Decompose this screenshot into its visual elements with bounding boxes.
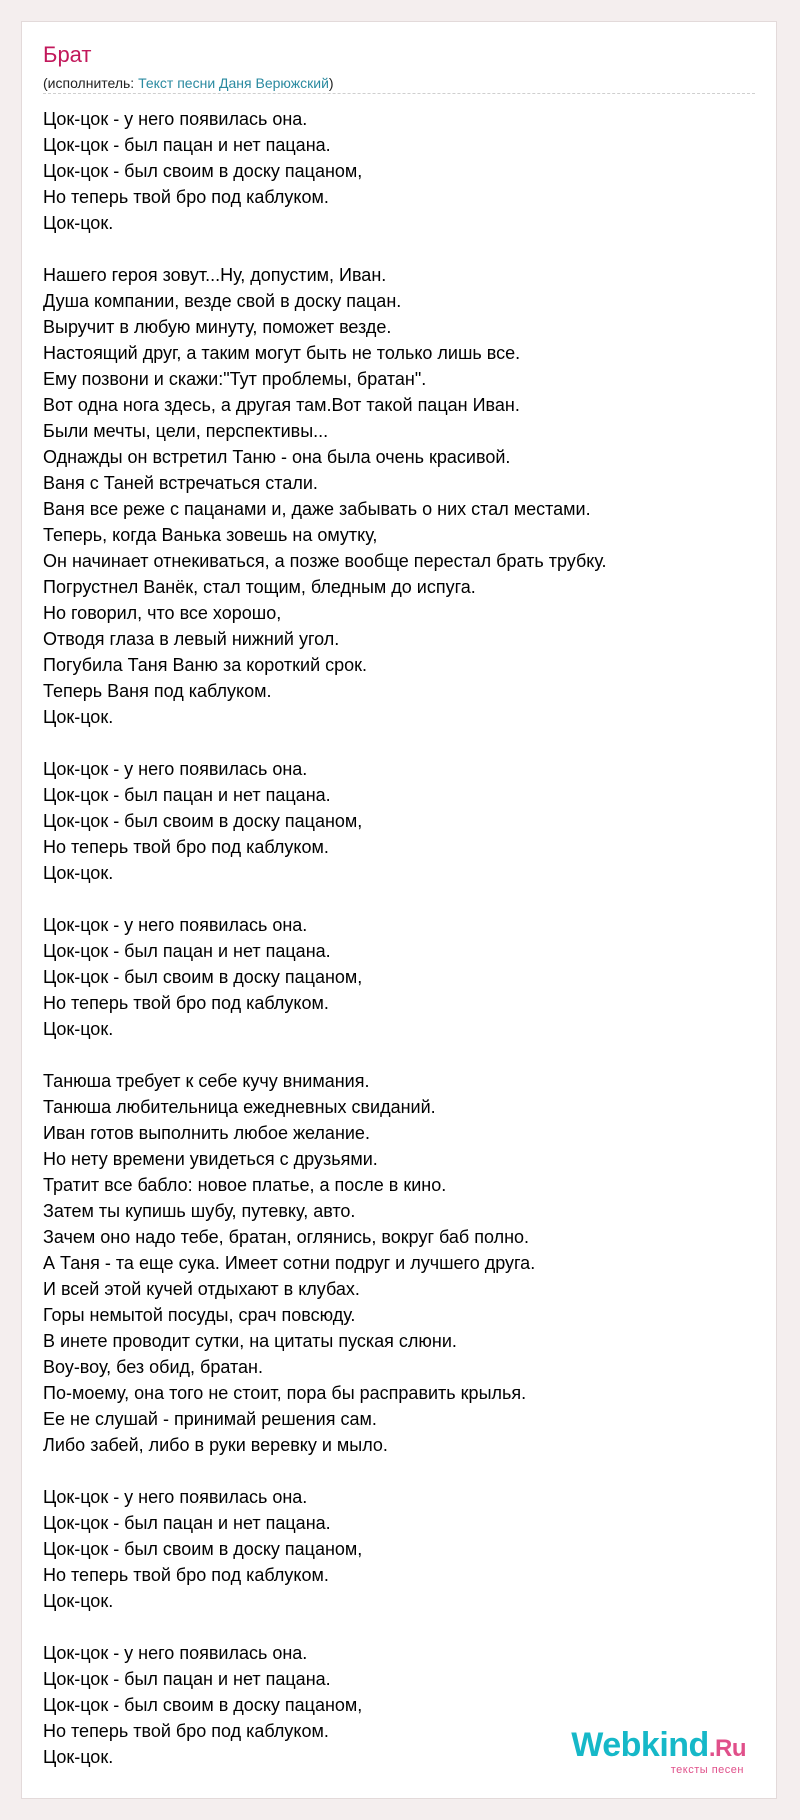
lyrics-line: Либо забей, либо в руки веревку и мыло. bbox=[43, 1435, 388, 1455]
lyrics-line: Танюша любительница ежедневных свиданий. bbox=[43, 1097, 436, 1117]
lyrics-blank-line bbox=[43, 886, 763, 912]
lyrics-line: Цок-цок. bbox=[43, 213, 114, 233]
lyrics-line: Он начинает отнекиваться, а позже вообще перестал брать трубку. bbox=[43, 551, 607, 571]
lyrics-line: Но теперь твой бро под каблуком. bbox=[43, 187, 329, 207]
lyrics-line: Душа компании, везде свой в доску пацан. bbox=[43, 291, 402, 311]
lyrics-line: Ваня с Таней встречаться стали. bbox=[43, 473, 318, 493]
lyrics-line: Цок-цок. bbox=[43, 1019, 114, 1039]
lyrics-line: Выручит в любую минуту, поможет везде. bbox=[43, 317, 392, 337]
song-title: Брат bbox=[43, 42, 92, 67]
lyrics-line: Цок-цок - у него появилась она. bbox=[43, 1643, 308, 1663]
lyrics-line: Цок-цок - был пацан и нет пацана. bbox=[43, 1669, 331, 1689]
lyrics-line: Были мечты, цели, перспективы... bbox=[43, 421, 329, 441]
lyrics-line: Однажды он встретил Таню - она была очень красивой. bbox=[43, 447, 511, 467]
lyrics-line: Воу-воу, без обид, братан. bbox=[43, 1357, 263, 1377]
lyrics-line: По-моему, она того не стоит, пора бы расправить крылья. bbox=[43, 1383, 527, 1403]
performer-line bbox=[43, 75, 334, 91]
lyrics-blank-line bbox=[43, 236, 763, 262]
lyrics-line: Отводя глаза в левый нижний угол. bbox=[43, 629, 340, 649]
lyrics-line: Но теперь твой бро под каблуком. bbox=[43, 993, 329, 1013]
lyrics-blank-line bbox=[43, 1042, 763, 1068]
lyrics-line: Цок-цок - у него появилась она. bbox=[43, 915, 308, 935]
lyrics-line: Цок-цок. bbox=[43, 1747, 114, 1767]
lyrics-line: А Таня - та еще сука. Имеет сотни подруг и лучшего друга. bbox=[43, 1253, 536, 1273]
lyrics-line: Тратит все бабло: новое платье, а после в кино. bbox=[43, 1175, 447, 1195]
lyrics-line: Погрустнел Ванёк, стал тощим, бледным до испуга. bbox=[43, 577, 476, 597]
lyrics-line: Цок-цок - был пацан и нет пацана. bbox=[43, 135, 331, 155]
lyrics-line: Настоящий друг, а таким могут быть не только лишь все. bbox=[43, 343, 521, 363]
lyrics-line: Цок-цок. bbox=[43, 707, 114, 727]
lyrics-blank-line bbox=[43, 1614, 763, 1640]
lyrics-line: Теперь Ваня под каблуком. bbox=[43, 681, 272, 701]
lyrics-line: Цок-цок - был своим в доску пацаном, bbox=[43, 1539, 363, 1559]
logo-suffix: .Ru bbox=[708, 1735, 746, 1762]
lyrics-line: Но нету времени увидеться с друзьями. bbox=[43, 1149, 378, 1169]
lyrics-line: Цок-цок - у него появилась она. bbox=[43, 1487, 308, 1507]
lyrics-line: Но говорил, что все хорошо, bbox=[43, 603, 282, 623]
dashed-divider bbox=[43, 93, 755, 94]
lyrics-line: В инете проводит сутки, на цитаты пуская слюни. bbox=[43, 1331, 457, 1351]
lyrics-line: Вот одна нога здесь, а другая там.Вот такой пацан Иван. bbox=[43, 395, 520, 415]
lyrics-card bbox=[21, 21, 777, 1799]
lyrics-line: Цок-цок. bbox=[43, 863, 114, 883]
lyrics-line: Но теперь твой бро под каблуком. bbox=[43, 1721, 329, 1741]
lyrics-line: Ваня все реже с пацанами и, даже забывать о них стал местами. bbox=[43, 499, 591, 519]
logo-tagline: тексты песен bbox=[670, 1764, 744, 1776]
performer-suffix: ) bbox=[328, 75, 334, 91]
logo-main-text: Webkind bbox=[571, 1726, 709, 1764]
lyrics-line: Теперь, когда Ванька зовешь на омутку, bbox=[43, 525, 378, 545]
lyrics-line: Зачем оно надо тебе, братан, оглянись, вокруг баб полно. bbox=[43, 1227, 530, 1247]
lyrics-line: Цок-цок - был пацан и нет пацана. bbox=[43, 941, 331, 961]
lyrics-line: Но теперь твой бро под каблуком. bbox=[43, 837, 329, 857]
lyrics-line: Цок-цок - был пацан и нет пацана. bbox=[43, 1513, 331, 1533]
lyrics-line: Цок-цок - был своим в доску пацаном, bbox=[43, 811, 363, 831]
lyrics-line: Ее не слушай - принимай решения сам. bbox=[43, 1409, 377, 1429]
lyrics-text bbox=[43, 106, 763, 1770]
lyrics-line: Цок-цок - у него появилась она. bbox=[43, 759, 308, 779]
lyrics-line: Цок-цок - был своим в доску пацаном, bbox=[43, 161, 363, 181]
lyrics-line: И всей этой кучей отдыхают в клубах. bbox=[43, 1279, 360, 1299]
lyrics-line: Ему позвони и скажи:"Тут проблемы, братан". bbox=[43, 369, 427, 389]
lyrics-line: Затем ты купишь шубу, путевку, авто. bbox=[43, 1201, 356, 1221]
lyrics-blank-line bbox=[43, 1458, 763, 1484]
webkind-logo[interactable] bbox=[571, 1728, 746, 1776]
performer-prefix: (исполнитель: bbox=[43, 75, 139, 91]
performer-link[interactable]: Текст песни Даня Верюжский bbox=[138, 75, 329, 91]
lyrics-line: Цок-цок - был пацан и нет пацана. bbox=[43, 785, 331, 805]
lyrics-line: Горы немытой посуды, срач повсюду. bbox=[43, 1305, 356, 1325]
lyrics-line: Но теперь твой бро под каблуком. bbox=[43, 1565, 329, 1585]
lyrics-line: Нашего героя зовут...Ну, допустим, Иван. bbox=[43, 265, 387, 285]
lyrics-blank-line bbox=[43, 730, 763, 756]
lyrics-line: Цок-цок - был своим в доску пацаном, bbox=[43, 967, 363, 987]
lyrics-line: Цок-цок - был своим в доску пацаном, bbox=[43, 1695, 363, 1715]
logo-wordmark bbox=[571, 1728, 746, 1766]
lyrics-line: Цок-цок - у него появилась она. bbox=[43, 109, 308, 129]
lyrics-line: Цок-цок. bbox=[43, 1591, 114, 1611]
lyrics-line: Иван готов выполнить любое желание. bbox=[43, 1123, 370, 1143]
lyrics-line: Погубила Таня Ваню за короткий срок. bbox=[43, 655, 368, 675]
lyrics-line: Танюша требует к себе кучу внимания. bbox=[43, 1071, 370, 1091]
